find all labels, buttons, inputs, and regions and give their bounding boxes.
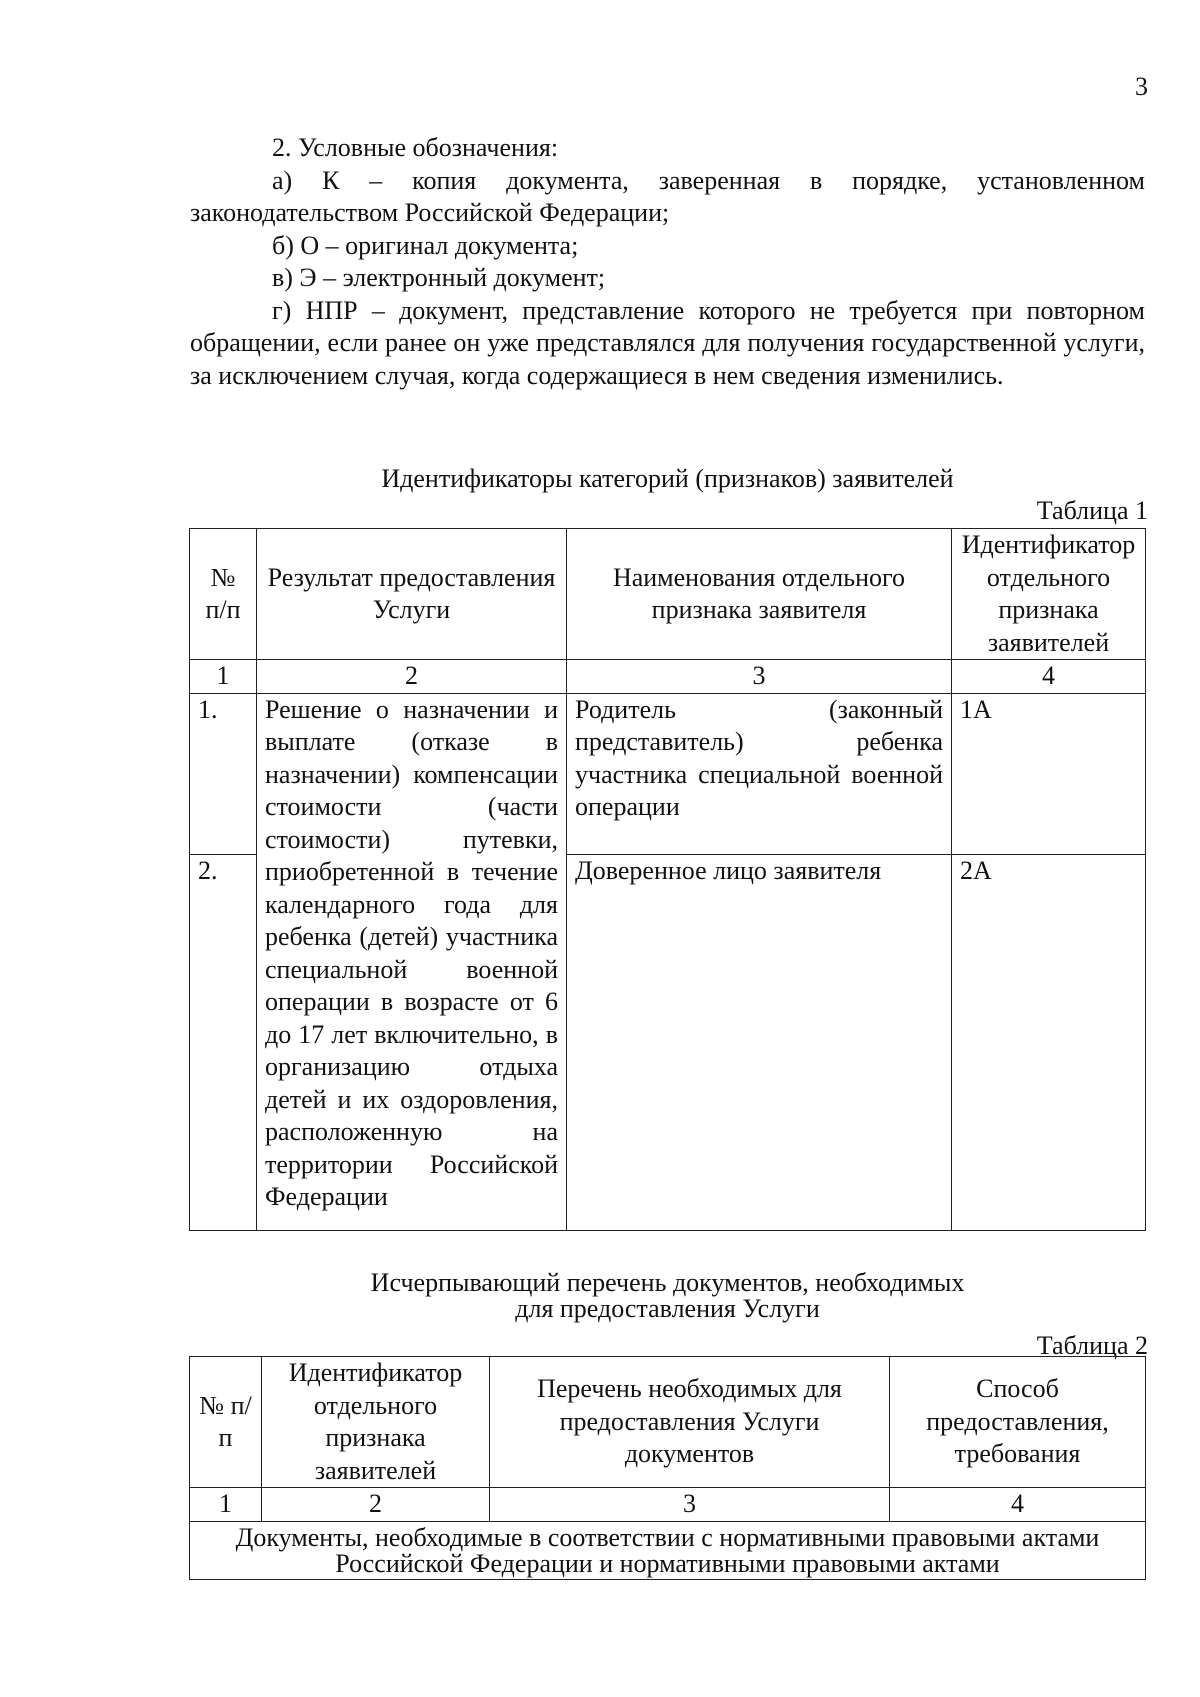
table2-caption-line2: для предоставления Услуги [515, 1294, 820, 1323]
intro-item-c: в) Э – электронный документ; [272, 263, 606, 292]
intro-item-b: б) О – оригинал документа; [272, 230, 579, 260]
table2-colnum-4: 4 [890, 1488, 1146, 1522]
table1-header-name: Наименования отдельного признака заявителя [567, 529, 952, 660]
table2-colnum-2: 2 [262, 1488, 490, 1522]
table2-colnum-3: 3 [490, 1488, 890, 1522]
intro-item-d: г) НПР – документ, представление которого не требуется при повторном обращении, если ранее он уже представлялся для получения государственной услуги, за исключением случая, когда содержащиеся в нем сведения изменились. [190, 295, 1145, 390]
row-number: 1. [190, 693, 257, 854]
table1-colnum-4: 4 [952, 660, 1146, 694]
applicant-id-cell: 2А [952, 854, 1146, 1230]
table1-colnum-2: 2 [257, 660, 567, 694]
table2-caption-line1: Исчерпывающий перечень документов, необходимых [370, 1268, 965, 1297]
page-number: 3 [1135, 72, 1148, 101]
table2-header-id: Идентификатор отдельного признака заявителей [262, 1357, 490, 1488]
table1-caption: Идентификаторы категорий (признаков) заявителей [381, 464, 954, 493]
table-row [190, 1521, 1146, 1579]
intro-section [190, 132, 1145, 392]
applicant-id-cell: 1А [952, 693, 1146, 854]
intro-item-a: а) К – копия документа, заверенная в порядке, установленном законодательством Российской Федерации; [190, 165, 1145, 227]
applicant-name-cell: Доверенное лицо заявителя [567, 854, 952, 1230]
table1 [189, 528, 1146, 1231]
table-row [190, 693, 1146, 854]
row-number: 2. [190, 854, 257, 1230]
result-cell: Решение о назначении и выплате (отказе в назначении) компенсации стоимости (части стоимости) путевки, приобретенной в течение календарного года для ребенка (детей) участника специальной военной операции в возрасте от 6 до 17 лет включительно, в организацию отдыха детей и их оздоровления, расположенную на территории Российской Федерации [257, 693, 567, 1230]
table2 [189, 1356, 1146, 1580]
table2-colnum-1: 1 [190, 1488, 262, 1522]
table1-colnum-3: 3 [567, 660, 952, 694]
table1-header-id: Идентификатор отдельного признака заявителей [952, 529, 1146, 660]
table1-header-num: № п/п [190, 529, 257, 660]
table2-caption [190, 1270, 1145, 1322]
table2-header-docs: Перечень необходимых для предоставления Услуги документов [490, 1357, 890, 1488]
intro-heading: 2. Условные обозначения: [272, 133, 559, 162]
table1-label: Таблица 1 [1036, 496, 1148, 525]
table2-label: Таблица 2 [1036, 1331, 1148, 1360]
table1-colnum-1: 1 [190, 660, 257, 694]
table2-header-num: № п/п [190, 1357, 262, 1488]
applicant-name-cell: Родитель (законный представитель) ребенка участника специальной военной операции [567, 693, 952, 854]
table1-header-result: Результат предоставления Услуги [257, 529, 567, 660]
table2-section-row: Документы, необходимые в соответствии с нормативными правовыми актами Российской Федерации и нормативными правовыми актами [190, 1521, 1146, 1579]
table2-header-method: Способ предоставления, требования [890, 1357, 1146, 1488]
